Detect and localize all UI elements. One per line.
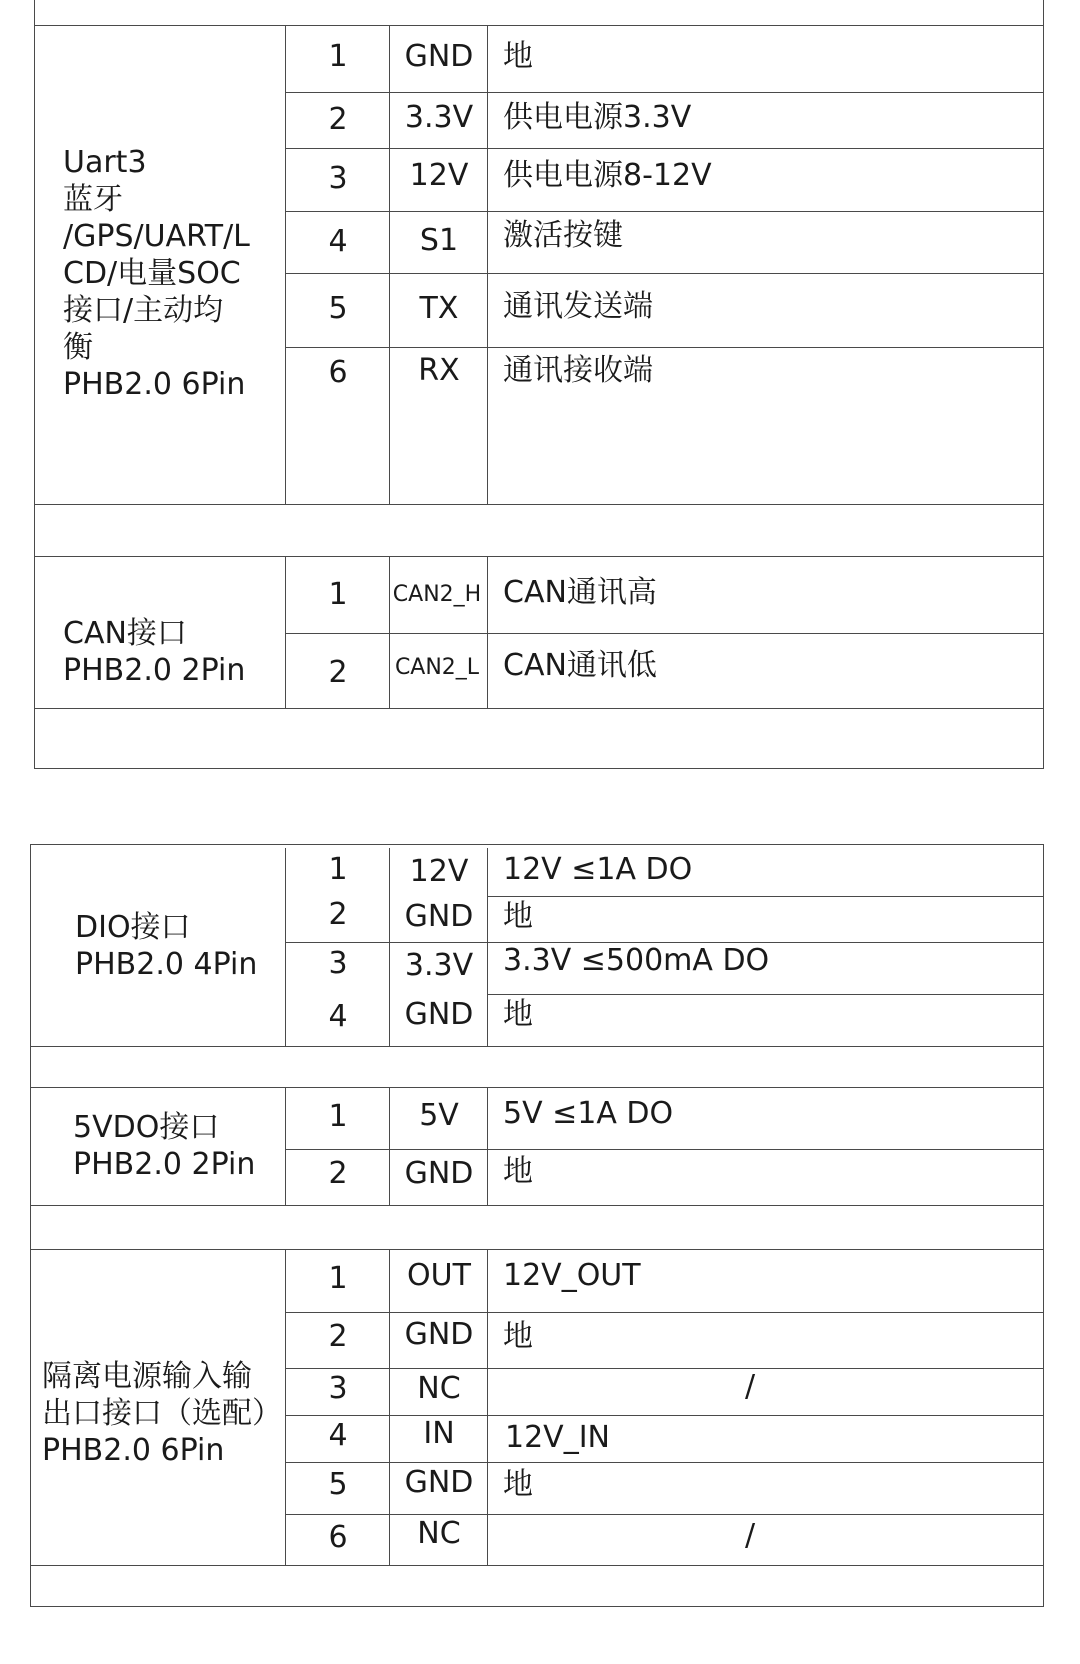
pin-description: 通讯接收端: [503, 353, 653, 388]
table2-row-line: [285, 1368, 1044, 1369]
pin-signal: 3.3V: [404, 948, 474, 983]
pin-description: CAN通讯低: [503, 648, 657, 683]
pin-number: 6: [328, 355, 348, 390]
isolated-power-connector-label: 隔离电源输入输 出口接口（选配） PHB2.0 6Pin: [42, 1359, 282, 1468]
table2-right-border: [1043, 844, 1044, 1606]
table1-col-divider: [389, 25, 390, 504]
pin-signal: 12V: [409, 158, 469, 193]
pin-description: 地: [503, 997, 533, 1032]
table1-row-line: [34, 708, 1044, 709]
pin-description: 地: [503, 1154, 533, 1189]
pin-signal: GND: [404, 899, 474, 934]
pin-number: 3: [328, 946, 348, 981]
pin-number: 2: [328, 1319, 348, 1354]
pin-number: 5: [328, 1467, 348, 1502]
pin-description: 12V_OUT: [503, 1258, 641, 1293]
pin-description: 地: [503, 1467, 533, 1502]
table1-row-line: [285, 92, 1044, 93]
pin-number: 1: [328, 852, 348, 887]
table2-top-border: [30, 844, 1044, 845]
pin-signal: GND: [404, 1317, 474, 1352]
table1-col-divider: [285, 25, 286, 504]
pin-signal: NC: [417, 1516, 461, 1551]
table2-col-divider: [285, 1249, 286, 1565]
pin-description: 3.3V ≤500mA DO: [503, 943, 770, 978]
table2-row-line: [30, 1249, 1044, 1250]
table2-row-line: [30, 1205, 1044, 1206]
pin-number: 2: [328, 1156, 348, 1191]
pin-signal: S1: [419, 223, 459, 258]
pin-number: 1: [328, 1261, 348, 1296]
pin-number: 1: [328, 577, 348, 612]
pin-description: 12V ≤1A DO: [503, 852, 693, 887]
table2-bottom-border: [30, 1606, 1044, 1607]
table2-row-line: [487, 994, 1044, 995]
pin-number: 2: [328, 102, 348, 137]
pin-description: 激活按键: [503, 218, 623, 253]
table2-col-divider: [389, 1087, 390, 1205]
table1-row-line: [285, 148, 1044, 149]
pin-signal: RX: [418, 353, 460, 388]
table1-col-divider: [285, 556, 286, 708]
table2-row-line: [285, 1462, 1044, 1463]
can-connector-label: CAN接口 PHB2.0 2Pin: [63, 616, 246, 688]
pin-signal: GND: [404, 997, 474, 1032]
table2-row-line: [30, 1565, 1044, 1566]
table2-col-divider: [285, 848, 286, 1046]
vdo-connector-label: 5VDO接口 PHB2.0 2Pin: [73, 1110, 256, 1182]
pin-number: 1: [328, 39, 348, 74]
table1-row-line: [34, 556, 1044, 557]
table2-left-border: [30, 844, 31, 1606]
pin-signal: NC: [417, 1371, 461, 1406]
pin-description: 供电电源3.3V: [503, 100, 692, 135]
dio-connector-label: DIO接口 PHB2.0 4Pin: [75, 910, 258, 982]
pin-signal: 5V: [419, 1098, 459, 1133]
table1-col-divider: [487, 556, 488, 708]
table2-col-divider: [285, 1087, 286, 1205]
pin-signal: 3.3V: [404, 100, 474, 135]
pin-description: /: [745, 1518, 756, 1553]
table1-row-line: [285, 211, 1044, 212]
pin-description: /: [745, 1369, 756, 1404]
table2-col-divider: [487, 1087, 488, 1205]
table2-row-line: [30, 1087, 1044, 1088]
pin-signal: CAN2_H: [392, 582, 482, 607]
table1-row-line: [285, 273, 1044, 274]
table1-left-border: [34, 0, 35, 768]
pin-signal: GND: [404, 1465, 474, 1500]
pin-number: 3: [328, 161, 348, 196]
table1-row-line: [285, 633, 1044, 634]
pin-description: 地: [503, 899, 533, 934]
pin-description: 12V_IN: [505, 1420, 610, 1455]
table2-row-line: [285, 1149, 1044, 1150]
pin-description: 供电电源8-12V: [503, 158, 712, 193]
pin-number: 4: [328, 224, 348, 259]
table2-row-line: [285, 1312, 1044, 1313]
table2-col-divider: [487, 848, 488, 1046]
pin-signal: GND: [404, 1156, 474, 1191]
table1-row-line: [34, 504, 1044, 505]
pin-signal: CAN2_L: [394, 655, 480, 680]
pin-number: 1: [328, 1099, 348, 1134]
pin-number: 3: [328, 1371, 348, 1406]
table2-row-line: [285, 1415, 1044, 1416]
pin-signal: GND: [404, 39, 474, 74]
pin-description: 5V ≤1A DO: [503, 1096, 674, 1131]
pin-number: 4: [328, 1418, 348, 1453]
uart-connector-label: Uart3 蓝牙 /GPS/UART/L CD/电量SOC 接口/主动均 衡 PHB2.0 6Pin: [63, 145, 250, 402]
pin-number: 6: [328, 1520, 348, 1555]
table1-bottom-border: [34, 768, 1044, 769]
table1-row-line: [34, 25, 1044, 26]
table2-row-line: [487, 896, 1044, 897]
table1-row-line: [285, 347, 1044, 348]
pin-number: 5: [328, 291, 348, 326]
pin-number: 2: [328, 897, 348, 932]
pin-number: 2: [328, 655, 348, 690]
table2-col-divider: [389, 848, 390, 1046]
pin-signal: OUT: [407, 1258, 471, 1293]
table2-col-divider: [487, 1249, 488, 1565]
pin-signal: TX: [419, 291, 459, 326]
pin-signal: 12V: [409, 854, 469, 889]
table2-col-divider: [389, 1249, 390, 1565]
pin-description: 地: [503, 39, 533, 74]
pin-number: 4: [328, 999, 348, 1034]
table1-col-divider: [389, 556, 390, 708]
table2-row-line: [285, 1514, 1044, 1515]
pin-signal: IN: [423, 1416, 455, 1451]
pin-description: 地: [503, 1319, 533, 1354]
pin-description: CAN通讯高: [503, 575, 657, 610]
pin-description: 通讯发送端: [503, 289, 653, 324]
table2-row-line: [30, 1046, 1044, 1047]
table1-col-divider: [487, 25, 488, 504]
table1-right-border: [1043, 0, 1044, 768]
